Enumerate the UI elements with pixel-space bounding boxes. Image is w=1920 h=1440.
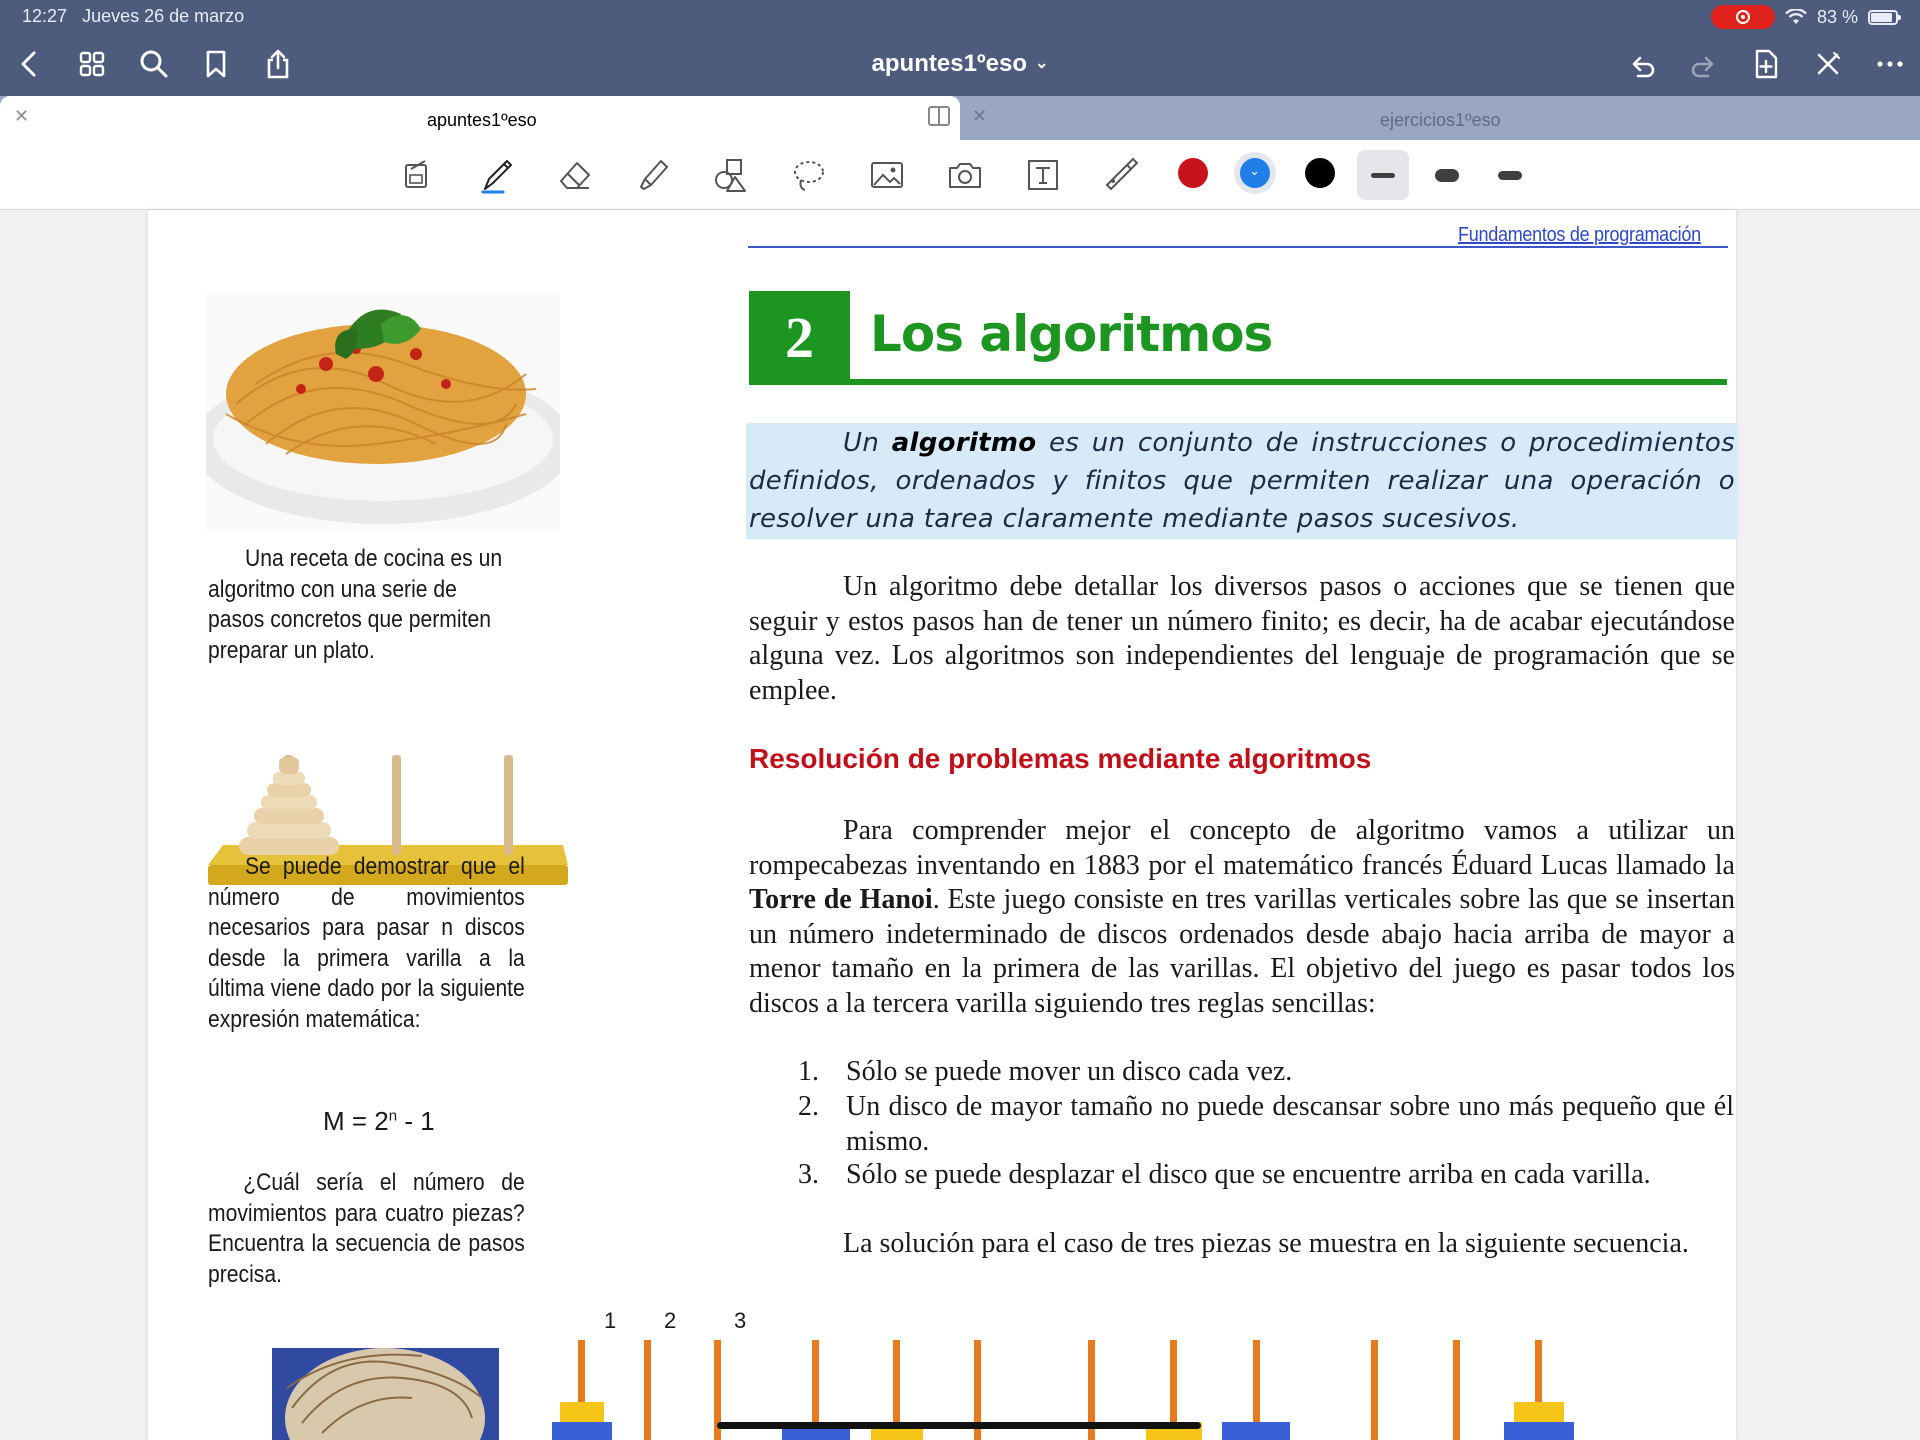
shapes-icon[interactable]	[708, 152, 754, 198]
caption-hanoi: Se puede demostrar que el número de movimientos necesarios para pasar n discos desde la primera varilla a la última viene dado por la siguiente expresión matemática:	[208, 853, 525, 1033]
status-time: 12:27 Jueves 26 de marzo	[22, 6, 245, 26]
caption-spaghetti: Una receta de cocina es un algoritmo con una serie de pasos concretos que permiten preparar un plato.	[208, 545, 503, 664]
image-icon[interactable]	[864, 152, 910, 198]
portrait-image	[272, 1348, 499, 1440]
lasso-icon[interactable]	[786, 152, 832, 198]
tab-label: apuntes1ºeso	[427, 110, 537, 130]
split-view-icon[interactable]	[928, 106, 950, 126]
document-canvas[interactable]	[0, 210, 1920, 1440]
rule-item: 2. Un disco de mayor tamaño no puede descansar sobre uno más pequeño que él mismo.	[798, 1091, 1734, 1157]
chevron-down-icon: ⌄	[1035, 55, 1049, 72]
definition-text: Un algoritmo es un conjunto de instrucciones o procedimientos definidos, ordenados y finitos que permiten realizar una operación o resolver una tarea claramente mediante pasos sucesivos.	[749, 428, 1735, 534]
tab-ejercicios[interactable]: ejercicios1ºeso	[1380, 110, 1501, 130]
stroke-width-thick[interactable]	[1435, 169, 1459, 182]
close-tab-icon[interactable]: ✕	[972, 106, 988, 126]
rule-item: 1. Sólo se puede mover un disco cada vez.	[798, 1056, 1293, 1087]
color-swatch-red[interactable]	[1178, 158, 1208, 188]
paragraph-3: La solución para el caso de tres piezas se muestra en la siguiente secuencia.	[843, 1228, 1689, 1259]
paragraph-2: Para comprender mejor el concepto de algoritmo vamos a utilizar un rompecabezas inventando en 1883 por el matemático francés Éduard Lucas llamado la Torre de Hanoi. Este juego consiste en tres varillas verticales sobre las que se insertan un número indeterminado de discos ordenados desde abajo hacia arriba de mayor a menor tamaño en la primera de las varillas. El objetivo del juego es pasar todos los discos a la tercera varilla siguiendo tres reglas sencillas:	[749, 815, 1735, 1019]
battery-icon	[1868, 10, 1898, 25]
sequence-label: 1	[604, 1308, 617, 1333]
close-tab-icon[interactable]: ✕	[14, 106, 30, 126]
color-swatch-black[interactable]	[1305, 158, 1335, 188]
rule-item: 3. Sólo se puede desplazar el disco que se encuentre arriba en cada varilla.	[798, 1159, 1651, 1190]
chapter-number: 2	[749, 291, 850, 385]
text-box-icon[interactable]	[1020, 152, 1066, 198]
add-page-icon[interactable]	[1748, 46, 1784, 82]
tab-bar	[0, 96, 1920, 140]
annotation-toolbar	[0, 140, 1920, 210]
formula: $M = 2^n - 1$	[323, 1106, 435, 1136]
highlighter-icon[interactable]	[630, 152, 676, 198]
wifi-icon	[1785, 9, 1807, 25]
stroke-width-thin[interactable]	[1371, 173, 1395, 178]
app-top-bar	[0, 0, 1920, 100]
pen-icon[interactable]	[474, 152, 520, 198]
paragraph-1: Un algoritmo debe detallar los diversos pasos o acciones que se tienen que seguir y estos pasos han de tener un número finito; es decir, ha de acabar ejecutándose alguna vez. Los algoritmos son independientes del lenguaje de programación que se emplee.	[749, 571, 1735, 706]
home-indicator[interactable]	[717, 1422, 1201, 1429]
running-head: Fundamentos de programación	[1458, 224, 1701, 246]
more-options-icon[interactable]	[1872, 46, 1908, 82]
chapter-rule	[749, 379, 1727, 385]
status-indicators	[1711, 5, 1898, 29]
undo-icon[interactable]	[1624, 46, 1660, 82]
sequence-label: 3	[734, 1308, 747, 1333]
laser-pointer-icon[interactable]	[1098, 152, 1144, 198]
battery-percent: 83 %	[1816, 6, 1858, 27]
stroke-width-medium[interactable]	[1498, 171, 1522, 180]
pdf-page[interactable]	[148, 210, 1736, 1440]
question-text: ¿Cuál sería el número de movimientos para cuatro piezas? Encuentra la secuencia de pasos precisa.	[208, 1169, 525, 1288]
redo-icon[interactable]	[1686, 46, 1722, 82]
pen-off-icon[interactable]	[1810, 46, 1846, 82]
chevron-down-icon: ⌄	[1249, 163, 1260, 178]
camera-icon[interactable]	[942, 152, 988, 198]
tab-apuntes[interactable]	[0, 96, 960, 140]
spaghetti-image	[206, 294, 560, 530]
eraser-icon[interactable]	[552, 152, 598, 198]
chapter-title: Los algoritmos	[870, 305, 1273, 363]
read-only-mode-icon[interactable]	[394, 152, 440, 198]
sequence-label: 2	[664, 1308, 677, 1333]
section-title: Resolución de problemas mediante algoritmos	[749, 743, 1372, 774]
header-rule	[748, 246, 1728, 248]
document-title[interactable]: apuntes1ºeso ⌄	[871, 50, 1049, 77]
screen-recording-icon[interactable]	[1711, 5, 1775, 29]
